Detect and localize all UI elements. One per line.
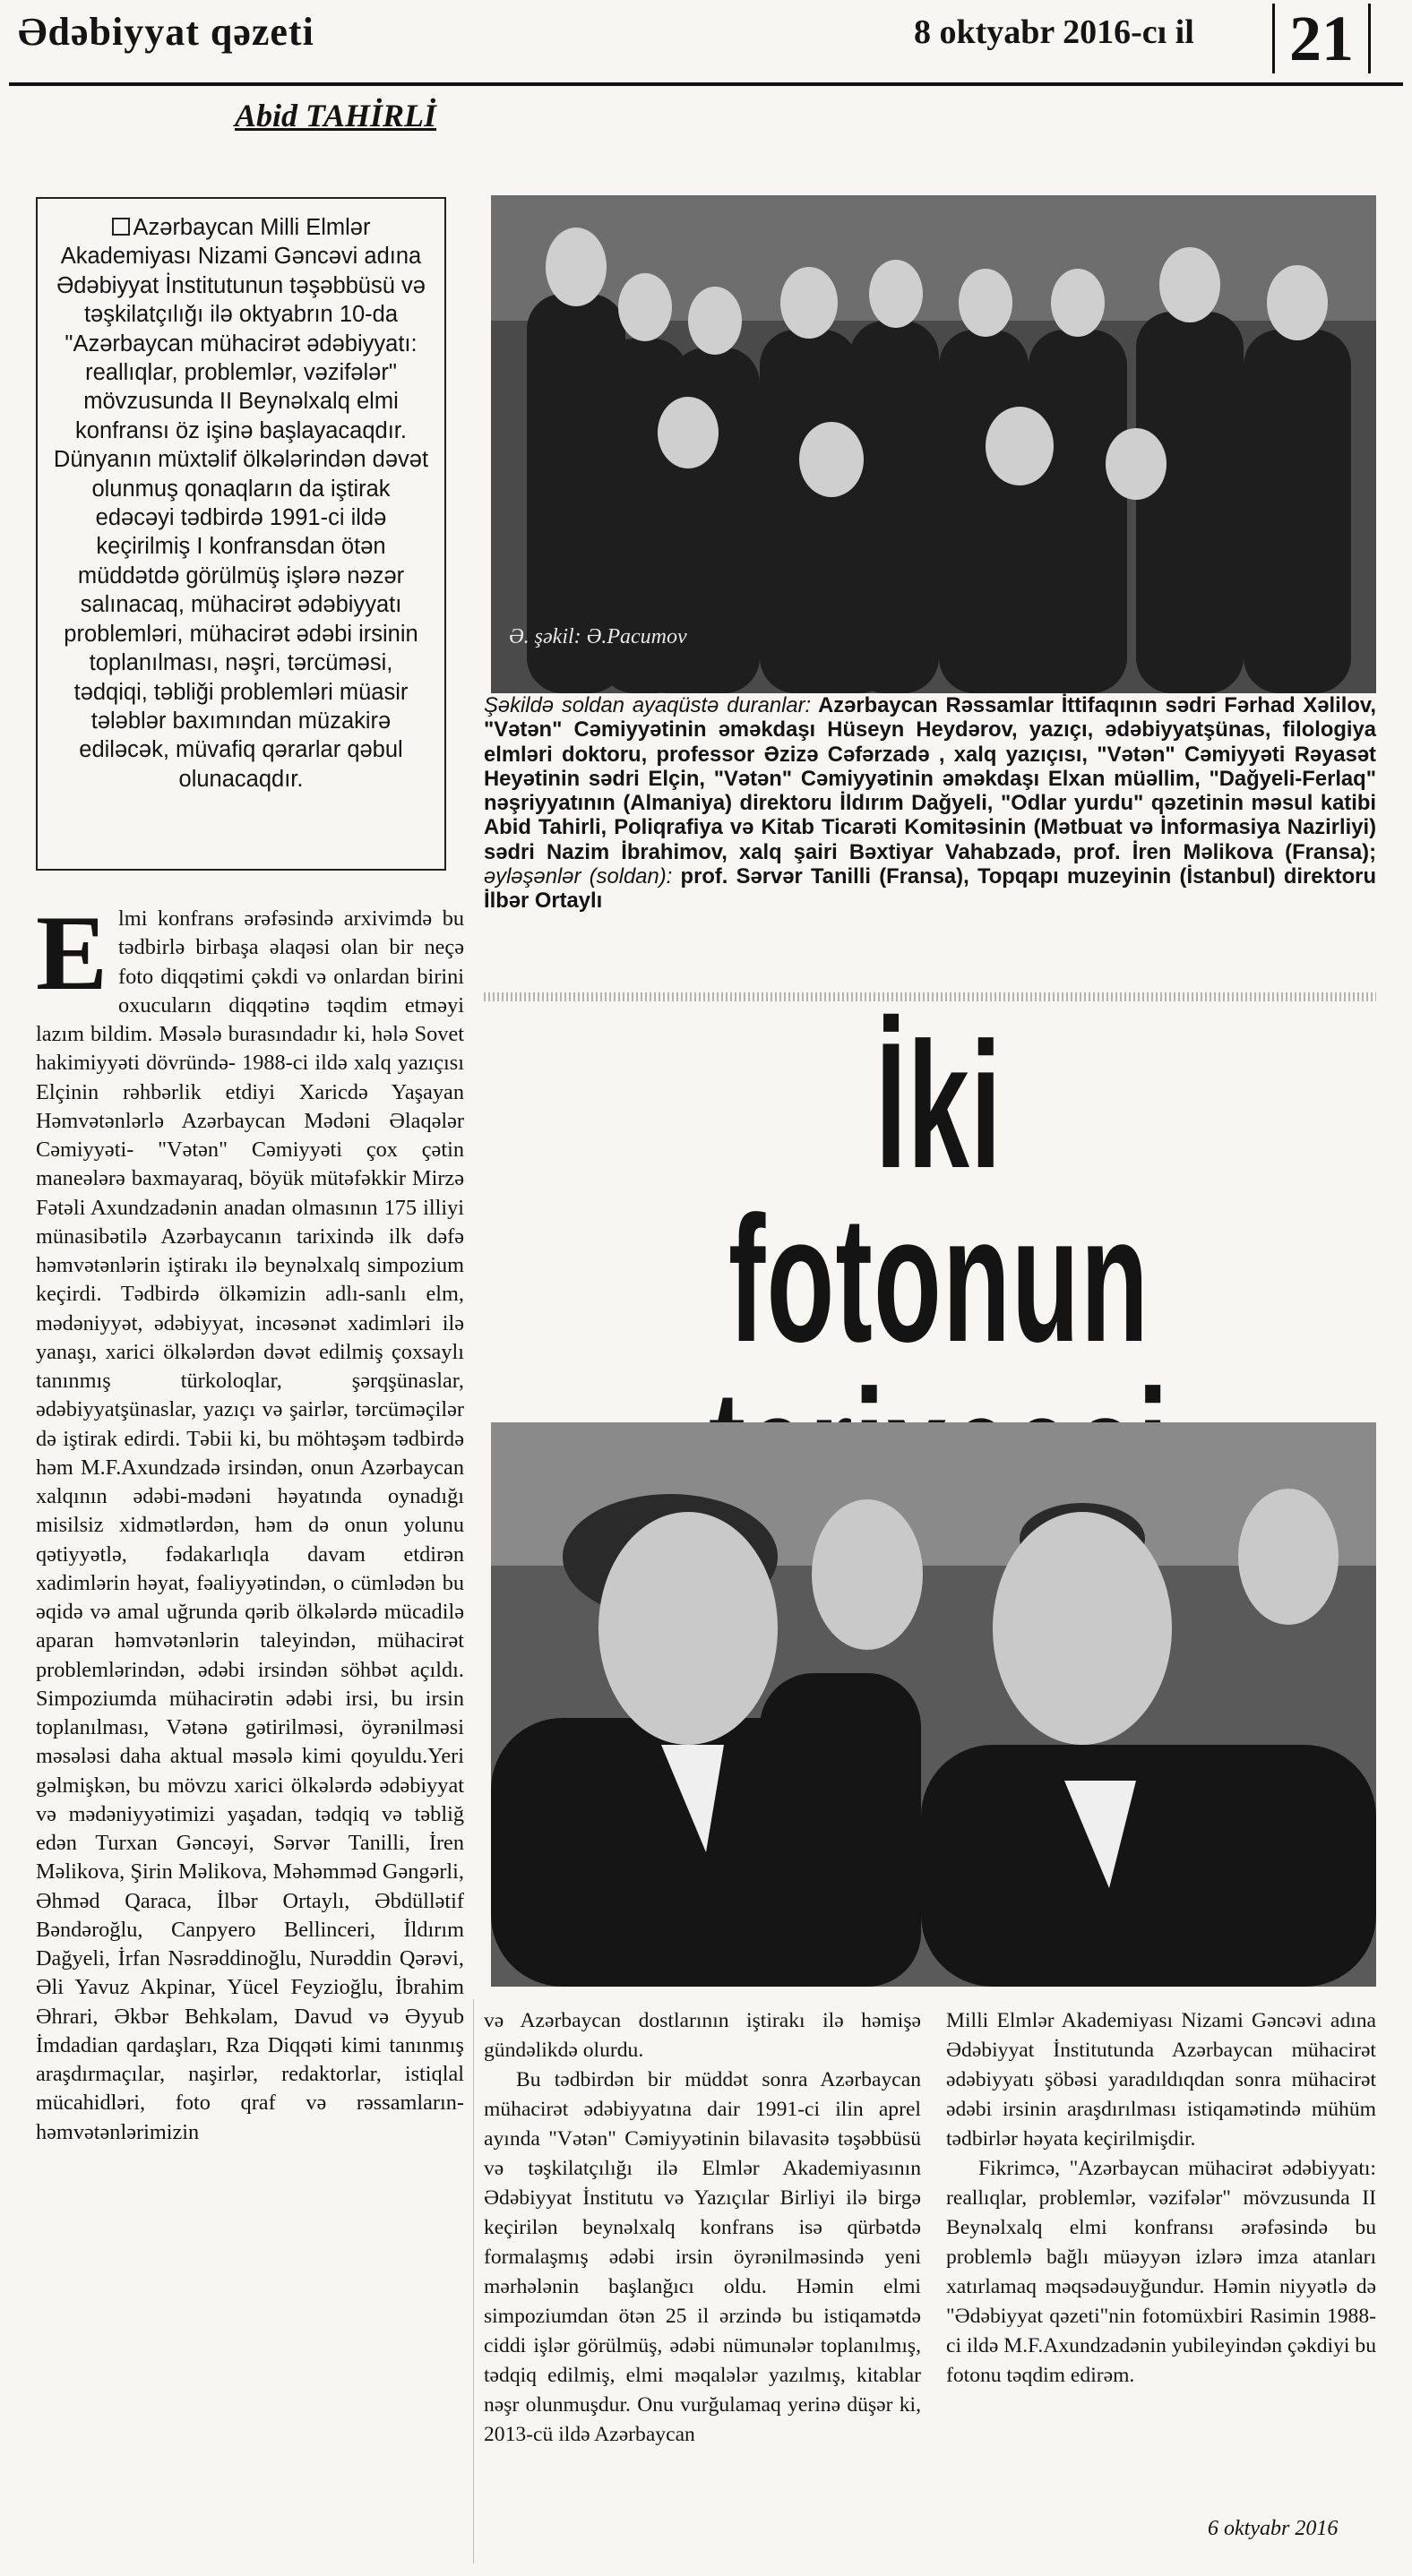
photo-caption: [484, 693, 1376, 914]
intro-text: Azərbaycan Milli Elmlər Akademiyası Nizami Gəncəvi adına Ədəbiyyat İnstitutunun təşəbbüsü və təşkilatçılığı ilə oktyabrın 10-da "Azərbaycan mühacirət ədəbiyyatı: reallıqlar, problemlər, vəzifələr" mövzusunda II Beynəlxalq elmi konfransı öz işinə başlayacaqdır. Dünyanın müxtəlif ölkələrindən dəvət olunmuş qonaqların da iştirak edəcəyi tədbirdə 1991-ci ildə keçirilmiş I konfransdan ötən müddətdə görülmüş işlərə nəzər salınacaq, mühacirət ədəbiyyatı problemləri, mühacirət ədəbi irsinin toplanılması, nəşri, tərcüməsi, tədqiqi, təbliği problemləri müasir tələblər baxımından müzakirə ediləcək, müvafiq qərarlar qəbul olunacaqdır.: [53, 215, 429, 792]
intro-box: [36, 197, 446, 871]
caption-text-1: Azərbaycan Rəssamlar İttifaqının sədri Fərhad Xəlilov, "Vətən" Cəmiyyətinin əməkdaşı Hüseyn Heydərov, yazıçı, ədəbiyyatşünas, filologiya elmləri doktoru, professor Əzizə Cəfərzadə , xalq yazıçısı, "Vətən" Cəmiyyəti Rəyasət Heyətinin sədri Elçin, "Vətən" Cəmiyyətinin əməkdaşı Elxan müəllim, "Dağyeli-Ferlaq" nəşriyyatının (Almaniya) direktoru İldırım Dağyeli, "Odlar yurdu" qəzetinin məsul katibi Abid Tahirli, Poliqrafiya və Kitab Ticarəti Komitəsinin (Mətbuat və İnformasiya Nazirliyi) sədri Nazim İbrahimov, xalq şairi Bəxtiyar Vahabzadə, prof. İren Məlikova (Fransa);: [484, 693, 1376, 864]
header-rule: [9, 82, 1403, 86]
drop-cap: E: [36, 893, 108, 1012]
square-bullet-icon: [112, 218, 130, 236]
caption-lead: Şəkildə soldan ayaqüstə duranlar:: [484, 693, 812, 717]
caption-divider: [484, 992, 1376, 1001]
article-column-2: [484, 2006, 921, 2450]
column-2-paragraph-1: və Azərbaycan dostlarının iştirakı ilə həmişə gündəlikdə olurdu.: [484, 2009, 921, 2062]
column-3-paragraph-1: Milli Elmlər Akademiyası Nizami Gəncəvi adına Ədəbiyyat İnstitutunda Azərbaycan mühacirət ədəbiyyatı şöbəsi yaradıldıqdan sonra mühacirət ədəbi irsinin araşdırılması istiqamətində mühüm tədbirlər həyata keçirilmişdir.: [946, 2009, 1376, 2151]
article-date-signoff: 6 oktyabr 2016: [1208, 2517, 1339, 2540]
author-byline: Abid TAHİRLİ: [235, 98, 437, 133]
masthead: Ədəbiyyat qəzeti: [18, 10, 314, 54]
column-3-paragraph-2: Fikrimcə, "Azərbaycan mühacirət ədəbiyyatı: reallıqlar, problemlər, vəzifələr" mövzusunda II Beynəlxalq elmi konfransı ərəfəsində bu problemlə bağlı müəyyən izlərə imza atanları xatırlamaq məqsədəuyğundur. Həmin niyyətlə də "Ədəbiyyat qəzeti"nin fotomüxbiri Rasimin 1988-ci ildə M.F.Axundzadənin yubileyindən çəkdiyi bu fotonu təqdim edirəm.: [946, 2157, 1376, 2387]
photo-portrait: [491, 1422, 1376, 1987]
headline-line-1: İki fotonun: [728, 1006, 1149, 1379]
issue-date: 8 oktyabr 2016-cı il: [914, 13, 1194, 51]
column-1-text: lmi konfrans ərəfəsində arxivimdə bu tədbirlə birbaşa əlaqəsi olan bir neçə foto diqqətimi çəkdi və onlardan birini oxucuların diqqətinə təqdim etməyi lazım bildim. Məsələ burasındadır ki, hələ Sovet hakimiyyəti dövründə- 1988-ci ildə xalq yazıçısı Elçinin rəhbərlik etdiyi Xaricdə Yaşayan Həmvətənlərlə Azərbaycan Mədəni Əlaqələr Cəmiyyəti- "Vətən" Cəmiyyəti çox çətin maneələrə baxmayaraq, böyük mütəfəkkir Mirzə Fətəli Axundzadənin anadan olmasının 175 illiyi münasibətilə Azərbaycanın tarixində ilk dəfə həmvətənlərin iştirakı ilə beynəlxalq simpozium keçirdi. Tədbirdə ölkəmizin adlı-sanlı elm, mədəniyyət, ədəbiyyat, incəsənət xadimləri ilə yanaşı, xarici ölkələrdən dəvət edilmiş çoxsaylı tanınmış türkoloqlar, şərqşünaslar, ədəbiyyatşünaslar, yazıçı və şairlər, tərcüməçilər də iştirak edirdi. Təbii ki, bu möhtəşəm tədbirdə həm M.F.Axundzadə irsindən, onun Azərbaycan xalqının ədəbi-mədəni həyatında oynadığı misilsiz xidmətlərdən, həm də onun yolunu qətiyyətlə, fədakarlıqla davam etdirən xadimlərin həyat, fəaliyyətindən, o cümlədən bu əqidə və amal uğrunda qərib ölkələrdə mücadilə aparan həmvətənlərin taleyindən, mühacirət problemlərindən, ədəbi irsindən söhbət açıldı. Simpoziumda mühacirətin ədəbi irsi, bu irsin toplanılması, Vətənə gətirilməsi, öyrənilməsi məsələsi daha aktual məsələ kimi qoyuldu.Yeri gəlmişkən, bu mövzu xarici ölkələrdə ədəbiyyat və mədəniyyətimizi yaşadan, tədqiq və təbliğ edən Turxan Gəncəyi, Sərvər Tanilli, İren Məlikova, Şirin Məlikova, Məhəmməd Gəngərli, Əhməd Qaraca, İlbər Ortaylı, Əbdüllətif Bəndəroğlu, Canpyero Bellinceri, İldırım Dağyeli, İrfan Nəsrəddinoğlu, Nurəddin Qərəvi, Əli Yavuz Akpinar, Yücel Feyzioğlu, İbrahim Əhrari, Əkbər Behkəlam, Davud və Əyyub İmdadian qardaşları, Rza Diqqəti kimi tanınmış araşdırmaçılar, naşirlər, redaktorlar, istiqlal mücahidləri, foto qraf və rəssamların- həmvətənlərimizin: [36, 906, 464, 2144]
page-number: 21: [1272, 4, 1371, 73]
photo-group: [491, 195, 1376, 693]
article-column-3: [946, 2006, 1376, 2391]
group-photo-illustration: [491, 195, 1376, 693]
photo-credit: Ə. şəkil: Ə.Pacumov: [509, 625, 687, 648]
column-divider: [473, 1999, 474, 2563]
caption-seated-label: əyləşənlər (soldan):: [484, 864, 673, 889]
article-column-1: [36, 893, 464, 2147]
portrait-photo-illustration: [491, 1422, 1376, 1987]
column-2-paragraph-2: Bu tədbirdən bir müddət sonra Azərbaycan mühacirət ədəbiyyatına dair 1991-ci ilin aprel ayında "Vətən" Cəmiyyətinin bilavasitə təşəbbüsü və təşkilatçılığı ilə Elmlər Akademiyasının Ədəbiyyat İnstitutu və Yazıçılar Birliyi ilə birgə keçirilən beynəlxalq konfrans isə qürbətdə formalaşmış ədəbi irsin öyrənilməsində yeni mərhələnin başlanğıcı oldu. Həmin elmi simpoziumdan ötən 25 il ərzində bu istiqamətdə ciddi işlər görülmüş, ədəbi nümunələr toplanılmış, tədqiq edilmiş, elmi məqalələr yazılmış, kitablar nəşr olunmuşdur. Onu vurğulamaq yerinə düşər ki, 2013-cü ildə Azərbaycan: [484, 2068, 921, 2446]
caption-text-2: prof. Sərvər Tanilli (Fransa), Topqapı muzeyinin (İstanbul) direktoru İlbər Ortaylı: [484, 864, 1376, 914]
